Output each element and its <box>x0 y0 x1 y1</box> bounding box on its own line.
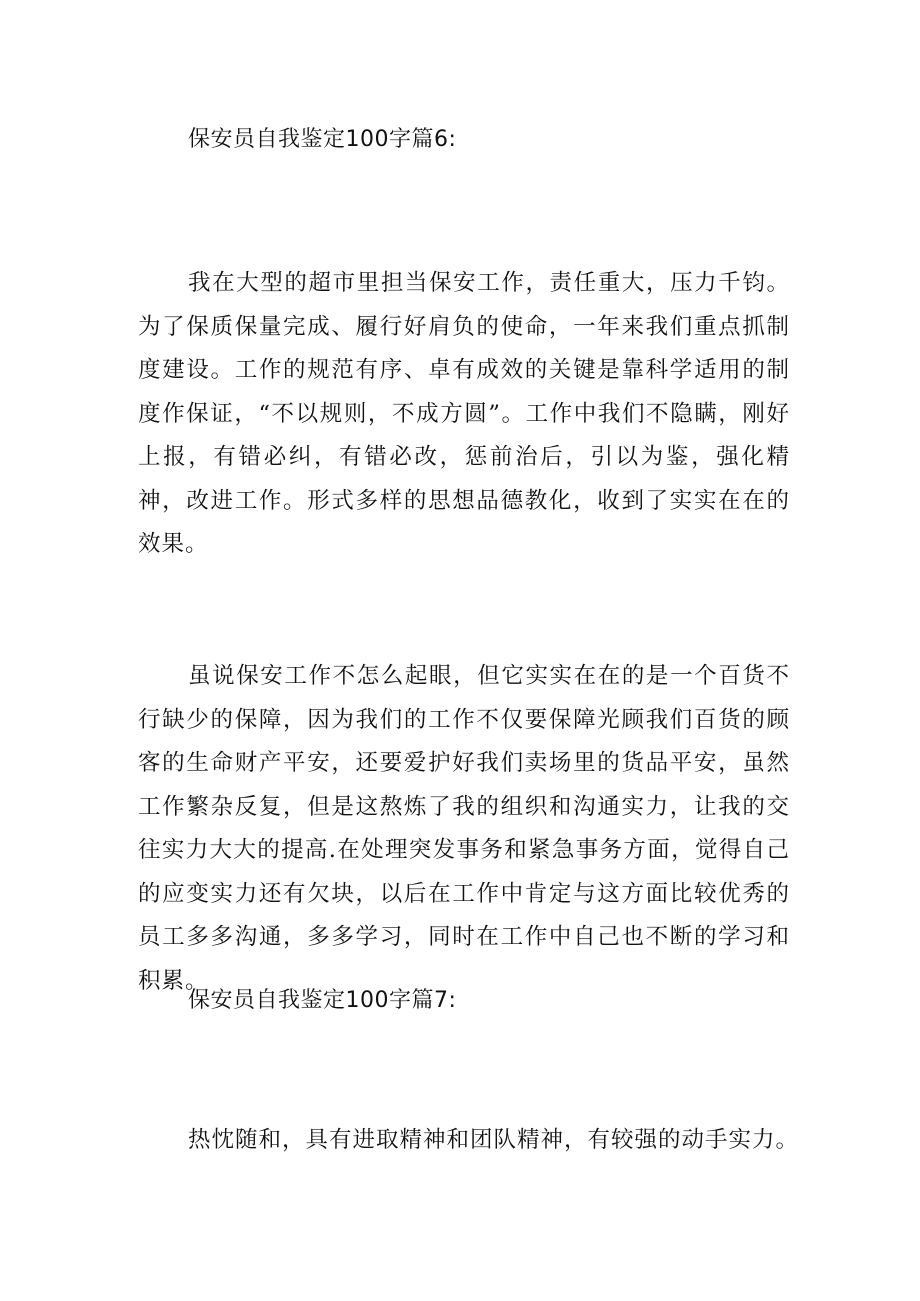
paragraph-6-1: 我在大型的超市里担当保安工作，责任重大，压力千钧。为了保质保量完成、履行好肩负的使命，一年来我们重点抓制度建设。工作的规范有序、卓有成效的关键是靠科学适用的制度作保证，“不以规则，不成方圆”。工作中我们不隐瞒，刚好上报，有错必纠，有错必改，惩前治后，引以为鉴，强化精神，改进工作。形式多样的思想品德教化，收到了实实在在的效果。 <box>138 270 790 557</box>
section-heading-6: 保安员自我鉴定100字篇6: <box>188 127 457 152</box>
paragraph-7-1: 热忱随和，具有进取精神和团队精神，有较强的动手实力。 <box>188 1127 800 1153</box>
paragraph-6-2: 虽说保安工作不怎么起眼，但它实实在在的是一个百货不行缺少的保障，因为我们的工作不仅要保障光顾我们百货的顾客的生命财产平安，还要爱护好我们卖场里的货品平安，虽然工作繁杂反复，但是这熬炼了我的组织和沟通实力，让我的交往实力大大的提高.在处理突发事务和紧急事务方面，觉得自己的应变实力还有欠块，以后在工作中肯定与这方面比较优秀的员工多多沟通，多多学习，同时在工作中自己也不断的学习和积累。 <box>138 663 790 994</box>
section-heading-7: 保安员自我鉴定100字篇7: <box>188 988 457 1013</box>
